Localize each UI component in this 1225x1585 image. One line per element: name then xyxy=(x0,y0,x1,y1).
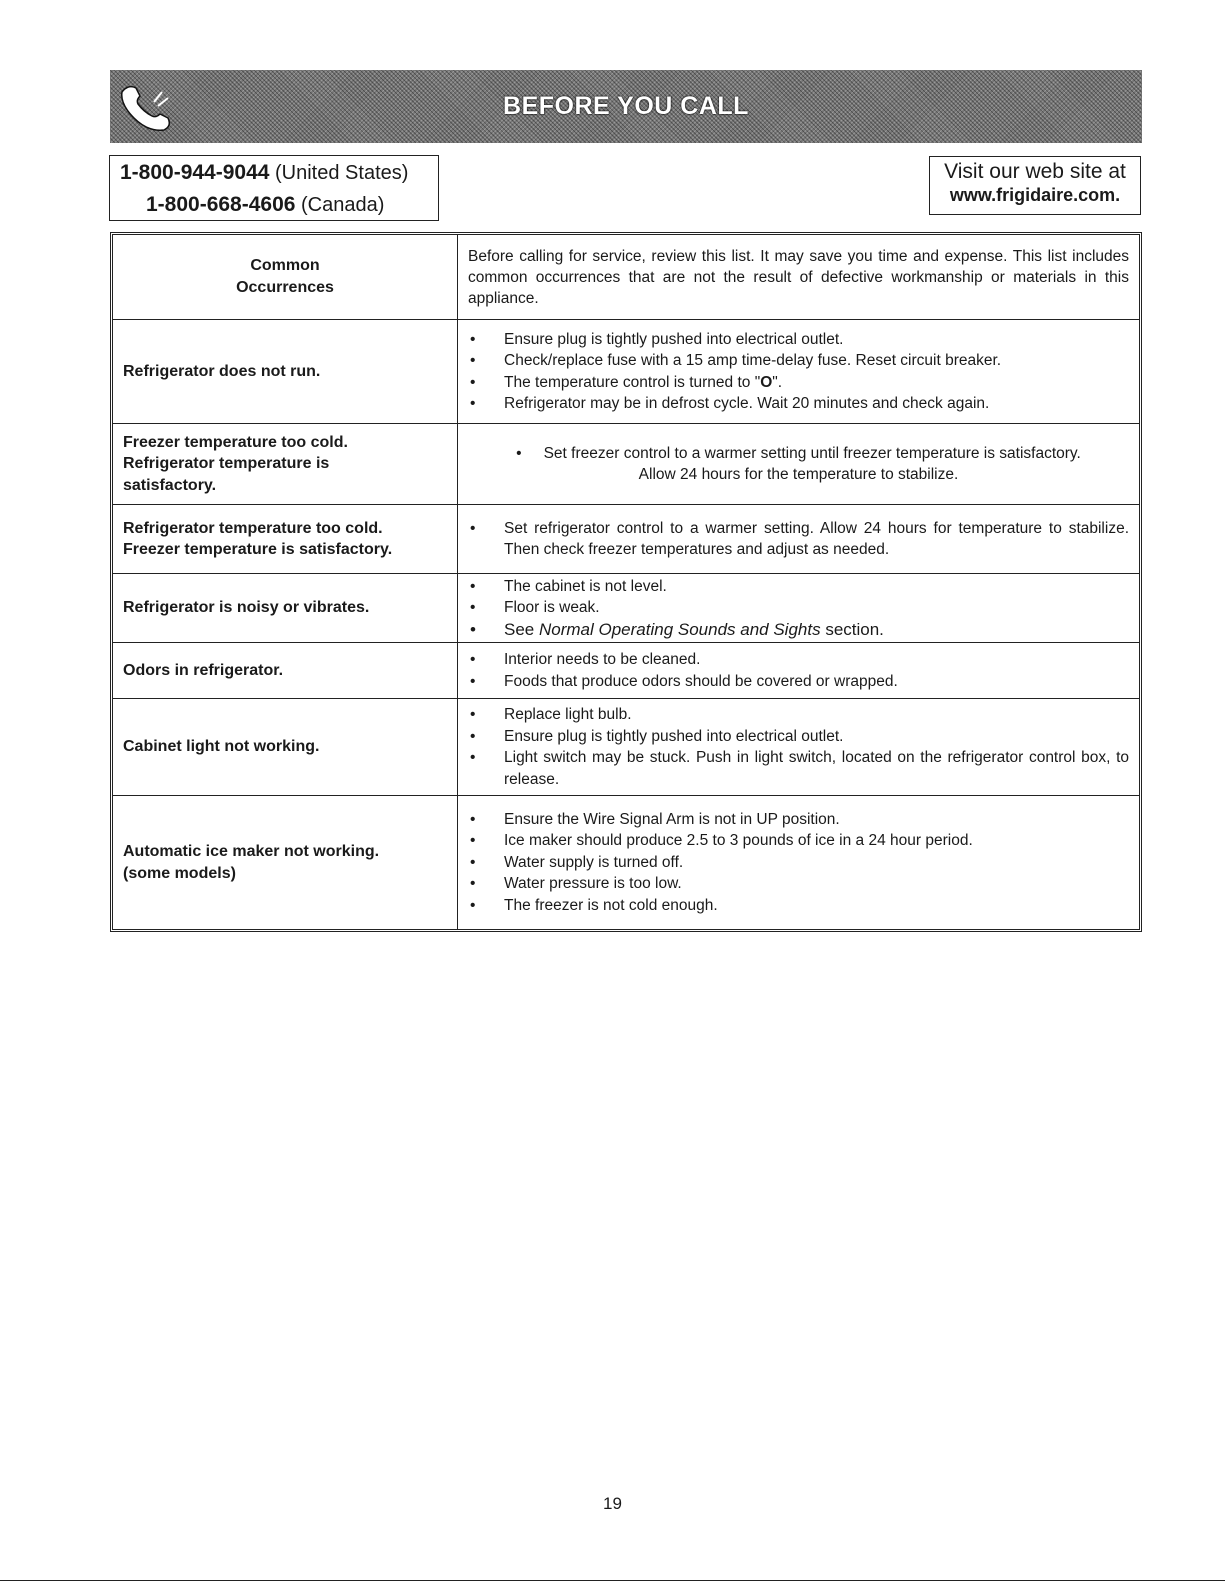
phone-canada-number[interactable]: 1-800-668-4606 xyxy=(146,193,296,216)
banner-title: BEFORE YOU CALL xyxy=(503,92,749,120)
list-item: • Foods that produce odors should be covered or wrapped. xyxy=(458,671,1129,693)
solution-text: • Set freezer control to a warmer setting until freezer temperature is satisfactory. Allow 24 hours for the temperature to stabilize. xyxy=(516,445,1081,483)
list-item: • The freezer is not cold enough. xyxy=(458,895,1129,917)
section-banner xyxy=(110,70,1142,143)
list-item: • Check/replace fuse with a 15 amp time-delay fuse. Reset circuit breaker. xyxy=(458,350,1129,372)
solution-list xyxy=(458,329,1139,415)
table-row xyxy=(113,796,1139,929)
list-item: • Light switch may be stuck. Push in light switch, located on the refrigerator control box, to release. xyxy=(458,747,1129,790)
issue-label: Refrigerator temperature too cold. Freezer temperature is satisfactory. xyxy=(123,519,393,558)
website-box xyxy=(929,156,1141,215)
list-item: • The temperature control is turned to "O". xyxy=(458,372,1129,394)
table-row xyxy=(113,574,1139,643)
troubleshooting-table xyxy=(110,232,1142,932)
issue-label: Odors in refrigerator. xyxy=(123,661,284,679)
list-item: • Refrigerator may be in defrost cycle. Wait 20 minutes and check again. xyxy=(458,393,1129,415)
list-item: • Ensure plug is tightly pushed into electrical outlet. xyxy=(458,726,1129,748)
table-row xyxy=(113,424,1139,505)
list-item: • Ensure plug is tightly pushed into electrical outlet. xyxy=(458,329,1129,351)
issue-label: Freezer temperature too cold. Refrigerator temperature is satisfactory. xyxy=(123,433,348,494)
phone-canada-label: (Canada) xyxy=(301,194,385,216)
issue-label: Refrigerator is noisy or vibrates. xyxy=(123,599,370,617)
list-item: • Set refrigerator control to a warmer setting. Allow 24 hours for temperature to stabilize. Then check freezer temperatures and adjust as needed. xyxy=(458,518,1129,561)
solution-list xyxy=(458,576,1139,641)
bottom-divider xyxy=(0,1580,1225,1581)
phone-numbers-box xyxy=(109,155,439,221)
table-header-row xyxy=(113,235,1139,320)
phone-us xyxy=(120,161,408,185)
list-item: • Floor is weak. xyxy=(458,597,1129,619)
list-item: • Ensure the Wire Signal Arm is not in UP position. xyxy=(458,809,1129,831)
list-item: • The cabinet is not level. xyxy=(458,576,1129,598)
header-common-occurrences: Common Occurrences xyxy=(236,257,334,296)
table-row xyxy=(113,320,1139,424)
page-number: 19 xyxy=(603,1494,622,1513)
table-row xyxy=(113,643,1139,699)
table-row xyxy=(113,505,1139,574)
list-item: • Ice maker should produce 2.5 to 3 pounds of ice in a 24 hour period. xyxy=(458,830,1129,852)
list-item: • Water pressure is too low. xyxy=(458,873,1129,895)
phone-us-number[interactable]: 1-800-944-9044 xyxy=(120,161,270,184)
issue-label: Refrigerator does not run. xyxy=(123,362,321,380)
issue-label: Automatic ice maker not working. (some models) xyxy=(123,843,380,882)
header-intro-text: Before calling for service, review this list. It may save you time and expense. This list includes common occurrences that are not the result of defective workmanship or materials in this appliance. xyxy=(468,247,1129,307)
website-prompt: Visit our web site at xyxy=(944,160,1126,183)
list-item: • Replace light bulb. xyxy=(458,704,1129,726)
list-item: • See Normal Operating Sounds and Sights section. xyxy=(458,619,1129,641)
solution-list xyxy=(458,649,1139,692)
telephone-handset-icon xyxy=(118,82,174,134)
list-item: • Interior needs to be cleaned. xyxy=(458,649,1129,671)
website-link[interactable]: www.frigidaire.com. xyxy=(949,185,1121,205)
solution-list xyxy=(458,809,1139,917)
phone-us-label: (United States) xyxy=(275,162,409,184)
list-item: • Water supply is turned off. xyxy=(458,852,1129,874)
phone-canada xyxy=(146,193,384,217)
issue-label: Cabinet light not working. xyxy=(123,738,320,756)
table-row xyxy=(113,699,1139,796)
solution-list xyxy=(458,518,1139,561)
solution-list xyxy=(458,704,1139,790)
